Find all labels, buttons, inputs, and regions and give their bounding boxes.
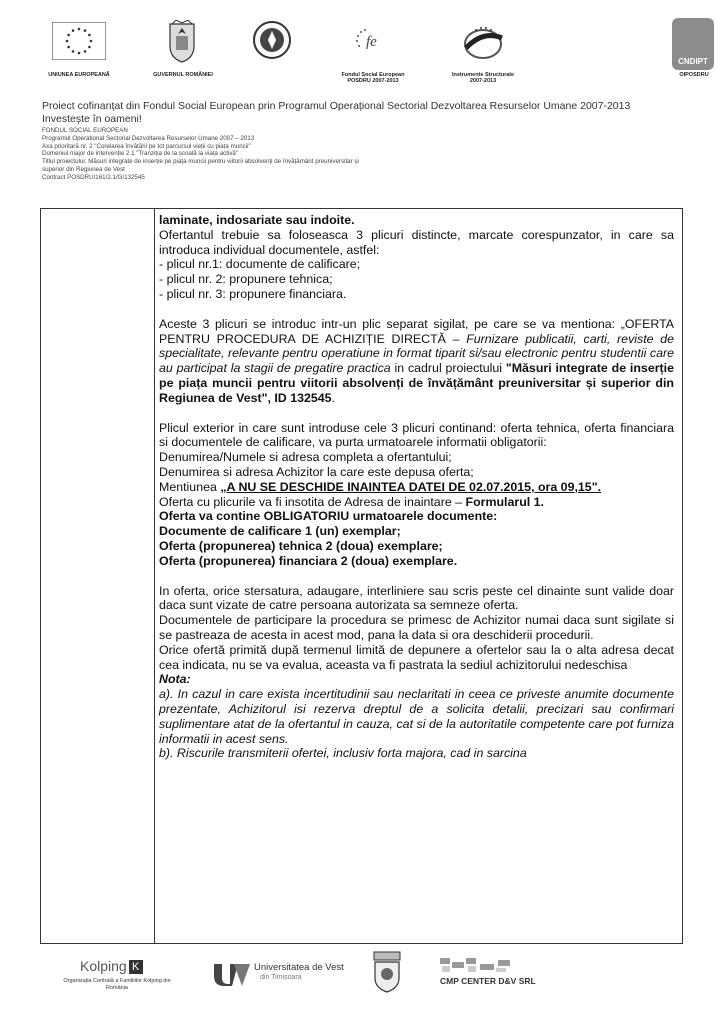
project-line: Proiect cofinanțat din Fondul Social European prin Programul Operațional Sectorial Dezvoltarea Resurselor Umane 2007-2013 bbox=[42, 100, 631, 112]
kolping-subtitle: Organizația Centrală a Familiilor Kolping din România bbox=[63, 978, 171, 991]
eu-flag-icon bbox=[52, 22, 106, 60]
uvt-name: Universitatea de Vest bbox=[254, 962, 344, 973]
bottom-logo-bar bbox=[0, 950, 724, 1024]
stersatura-paragraph: In oferta, orice stersatura, adaugare, interliniere sau scris peste cel dinainte sunt valide doar daca sunt vizate de catre persoana autorizata sa semneze oferta. bbox=[159, 583, 674, 613]
uvt-city: din Timișoara bbox=[260, 974, 302, 981]
nota-label: Nota: bbox=[159, 672, 191, 687]
obligatoriu-item-1: Documente de calificare 1 (un) exemplar; bbox=[159, 524, 401, 539]
cmp-name: CMP CENTER D&V SRL bbox=[440, 976, 536, 986]
plic-item-3: - plicul nr. 3: propunere financiara. bbox=[159, 286, 347, 301]
ministry-seal-icon bbox=[252, 20, 292, 60]
oiposdru-caption: OIPOSDRU bbox=[679, 72, 709, 78]
eu-caption: UNIUNEA EUROPEANĂ bbox=[48, 72, 110, 78]
instrumente-structurale-icon bbox=[458, 22, 508, 64]
cndipt-label: CNDIPT bbox=[678, 57, 708, 66]
plic-separat-paragraph: Aceste 3 plicuri se introduc intr-un plic separat sigilat, pe care se va mentiona: „OFERTA PENTRU PROCEDURA DE ACHIZIȚIE DIRECTĂ – Furnizare publicatii, carti, reviste de specialitate, relevante pentru operatiune in format tiparit si/sau electronic pentru studentii care au participat la stagii de pregatire practica in cadrul proiectului "Măsuri integrate de inserție pe piața muncii pentru viitorii absolvenți de învățământ preuniversitar și superior din Regiunea de Vest", ID 132545. bbox=[159, 316, 675, 405]
plicuri-intro: Ofertantul trebuie sa foloseasca 3 plicuri distincte, marcate corespunzator, in care sa introduca individual documentele, astfel: bbox=[159, 227, 674, 257]
project-info-line: Domeniul major de intervenție 2.1 "Tranziția de la școală la viața activă" bbox=[42, 150, 239, 158]
cndipt-logo bbox=[672, 18, 714, 70]
project-info-line: Axa prioritară nr. 2 "Corelarea învățării pe tot parcursul vieții cu piața muncii" bbox=[42, 142, 251, 150]
exterior-item-2: Denumirea si adresa Achizitor la care este depusa oferta; bbox=[159, 464, 474, 479]
project-info-line: Titlul proiectului: Măsuri integrate de inserție pe piața muncii pentru viitorii absolvenți de învățământ preuniversitar și bbox=[42, 158, 359, 166]
table-content-cell bbox=[159, 213, 674, 761]
mention-line: Mentiunea „A NU SE DESCHIDE INAINTEA DATEI DE 02.07.2015, ora 09,15". bbox=[159, 479, 602, 494]
project-info-line: Programul Operational Sectorial Dezvoltarea Resurselor Umane 2007 – 2013 bbox=[42, 134, 255, 142]
project-info-line: FONDUL SOCIAL EUROPEAN bbox=[42, 127, 128, 134]
svg-text:fe: fe bbox=[366, 34, 377, 50]
obligatoriu-item-2: Oferta (propunerea) tehnica 2 (doua) exemplare; bbox=[159, 538, 443, 553]
nota-b-paragraph: b). Riscurile transmiterii ofertei, inclusiv forta majora, cad in sarcina bbox=[159, 746, 527, 761]
obligatoriu-item-3: Oferta (propunerea) financiara 2 (doua) exemplare. bbox=[159, 553, 458, 568]
nota-a-paragraph: a). In cazul in care exista incertitudinii sau neclaritati in ceea ce priveste anumite documente prezentate, Achizitorul isi rezerva dreptul de a solicita detalii, precizari sau confirmari suplimentare atat de la ofertantul in cauza, cat si de la autoritatile competente care pot furniza informatii in acest sens. bbox=[159, 687, 674, 746]
fse-caption: Fondul Social European POSDRU 2007-2013 bbox=[341, 72, 405, 84]
obligatoriu-line: Oferta va contine OBLIGATORIU urmatoarele documente: bbox=[159, 509, 498, 524]
fse-logo-icon bbox=[352, 26, 394, 54]
plic-item-2: - plicul nr. 2: propunere tehnica; bbox=[159, 272, 333, 287]
uvt-logo-icon bbox=[212, 960, 252, 995]
documente-paragraph: Documentele de participare la procedura se primesc de Achizitor numai daca sunt sigilate si se pastreaza de acesta in acest mod, pana la data si ora deschiderii procedurii. bbox=[159, 613, 674, 642]
laminate-line: laminate, indosariate sau indoite. bbox=[159, 213, 355, 227]
project-info-line: Contract POSDRU/161/2.1/G/132545 bbox=[42, 173, 145, 181]
plic-exterior-paragraph: Plicul exterior in care sunt introduse cele 3 plicuri continand: oferta tehnica, oferta financiara si documentele de calificare, va purta urmatoarele informatii obligatorii: bbox=[159, 420, 674, 450]
project-info-block bbox=[42, 127, 359, 182]
school-crest-icon bbox=[372, 950, 402, 999]
plic-item-1: - plicul nr.1: documente de calificare; bbox=[159, 257, 361, 272]
insotita-line: Oferta cu plicurile va fi insotita de Adresa de inaintare – Formularul 1. bbox=[159, 494, 544, 509]
exterior-item-1: Denumirea/Numele si adresa completa a ofertantului; bbox=[159, 450, 452, 465]
content-table bbox=[40, 208, 683, 944]
table-left-column bbox=[41, 209, 155, 943]
gov-caption: GUVERNUL ROMÂNIEI bbox=[153, 72, 213, 78]
invest-line: Investește în oameni! bbox=[42, 113, 142, 125]
orice-oferta-paragraph: Orice ofertă primită după termenul limită de depunere a ofertelor sau la o alta adresa decat cea indicata, nu se va evalua, aceasta va fi pastrata la sediul achizitorului nedeschisa bbox=[159, 642, 674, 672]
top-logo-bar bbox=[0, 0, 724, 88]
kolping-logo: Kolping K bbox=[80, 958, 143, 974]
kolping-k-icon: K bbox=[129, 960, 143, 974]
project-info-line: superior din Regiunea de Vest bbox=[42, 165, 125, 173]
instr-caption: Instrumente Structurale 2007-2013 bbox=[451, 72, 515, 84]
romania-coat-of-arms-icon bbox=[166, 20, 198, 64]
